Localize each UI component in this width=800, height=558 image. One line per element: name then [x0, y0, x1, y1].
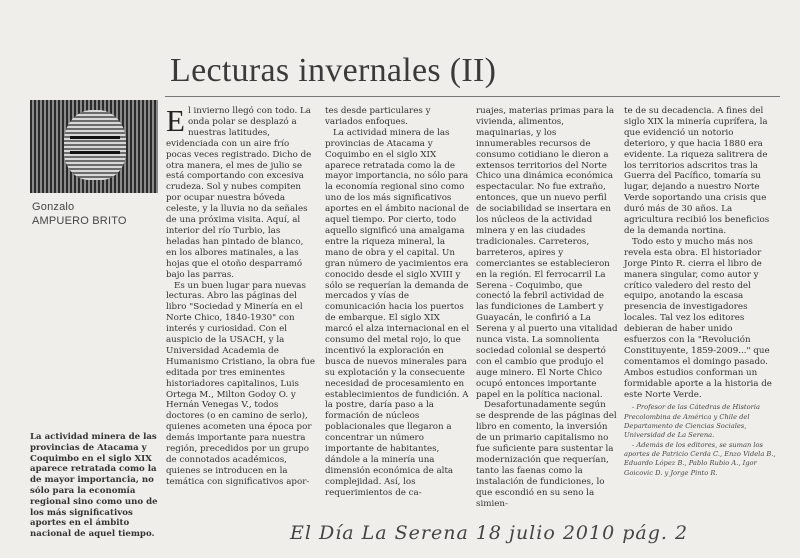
author-photo — [30, 100, 158, 193]
paragraph: Es un buen lugar para nuevas lecturas. Abro las páginas del libro "Sociedad y Minería en el Norte Chico, 1840-1930" con interés y curiosidad. Con el auspicio de la USACH, y la Universidad Academia de Humanismo Cristiano, la obra fue editada por tres eminentes historiadores capitalinos, Luis Ortega M., Milton Godoy O. y Hernán Venegas V., todos doctores (o en camino de serlo), quienes acometen una época por demás importante para nuestra región, precedidos por un grupo de connotados académicos, quienes se introducen en la temática con significativos apor- — [166, 280, 316, 487]
author-first-name: Gonzalo — [32, 201, 75, 213]
opening-paragraph — [166, 103, 316, 281]
article-title: Lecturas invernales (II) — [170, 52, 497, 89]
author-byline — [32, 200, 127, 228]
paragraph: tes desde particulares y variados enfoques. — [325, 106, 431, 127]
article-column-3 — [476, 106, 618, 510]
author-last-name: AMPUERO BRITO — [32, 215, 127, 227]
paragraph: Todo esto y mucho más nos revela esta obra. El historiador Jorge Pinto R. cierra el libro de manera singular, como autor y crítico valedero del resto del equipo, anotando la escasa presencia de investigadores locales. Tal vez los editores debieran de haber unido esfuerzos con la "Revolución Constituyente, 1859-2009..." que comentamos el domingo pasado. Ambos estudios conforman un formidable aporte a la historia de este Norte Verde. — [624, 236, 772, 400]
pull-quote: La actividad minera de las provincias de Atacama y Coquimbo en el siglo XIX aparece retratada como la de mayor importancia, no sólo para la economía regional sino como uno de los más significativos aportes en el ámbito nacional de aquel tiempo. — [30, 432, 158, 540]
drop-cap: E — [166, 103, 185, 138]
article-column-1 — [166, 103, 316, 488]
paragraph: La actividad minera de las provincias de Atacama y Coquimbo en el siglo XIX aparece retratada como la de mayor importancia, no sólo para la economía regional sino como uno de los más significativos aportes en el ámbito nacional de aquel tiempo. Por cierto, todo aquello significó una amalgama entre la riqueza mineral, la mano de obra y el capital. Un gran número de yacimientos era conocido desde el siglo XVIII y sólo se requerían la demanda de mercados y vías de comunicación hacia los puertos de embarque. El siglo XIX marcó el alza internacional en el consumo del metal rojo, lo que incentivó la exploración en busca de nuevos minerales para su explotación y la consecuente necesidad de procesamiento en establecimientos de fundición. A la postre, daría paso a la formación de núcleos poblacionales que llegaron a concentrar un número importante de habitantes, dándole a la minería una dimensión económica de alta complejidad. Así, los requerimientos de ca- — [325, 127, 470, 498]
article-column-4 — [624, 106, 776, 478]
glasses-shape — [70, 136, 120, 154]
paragraph: Desafortunadamente según se desprende de las páginas del libro en comento, la inversión de un primario capitalismo no fue suficiente para sustentar la modernización que requerían, tanto las faenas como la instalación de fundiciones, lo que escondió en su seno la simien- — [476, 400, 617, 509]
footnote-contributors: - Además de los editores, se suman los aportes de Patricio Cerda C., Enzo Videla B., Eduardo López B., Pablo Rubio A., Igor Goicovic D. y Jorge Pinto R. — [624, 440, 776, 477]
article-column-2 — [325, 106, 470, 499]
handwritten-source-note: El Día La Serena 18 julio 2010 pág. 2 — [290, 522, 689, 544]
paragraph: ruajes, materias primas para la vivienda, alimentos, maquinarias, y los innumerables recursos de consumo cotidiano le dieron a extensos territorios del Norte Chico una dinámica económica espectacular. No fue extraño, entonces, que un nuevo perfil de sociabilidad se insertara en los núcleos de la actividad minera y en las ciudades tradicionales. Carreteros, barreteros, apires y comerciantes se establecieron en la región. El ferrocarril La Serena - Coquimbo, que conectó la febril actividad de las fundiciones de Lambert y Guayacán, le confirió a La Serena y al puerto una vitalidad nunca vista. La somnolienta sociedad colonial se despertó con el cambio que produjo el auge minero. El Norte Chico ocupó entonces importante papel en la política nacional. — [476, 106, 618, 400]
paragraph: te de su decadencia. A fines del siglo XIX la minería cuprífera, la que evidenció un notorio deterioro, y que hacia 1880 era evidente. La riqueza salitrera de los territorios adscritos tras la Guerra del Pacífico, tomaría su lugar, dejando a nuestro Norte Verde soportando una crisis que duró más de 30 años. La agricultura recibió los beneficios de la demanda nortina. — [624, 106, 770, 236]
paragraph-text: l invierno llegó con todo. La onda polar se desplazó a nuestras latitudes, evidenciada con un aire frío pocas veces registrado. Dicho de otra manera, el mes de julio se está comportando con excesiva crudeza. Sol y nubes compiten por ocupar nuestra bóveda celeste, y la lluvia no da señales de una próxima visita. Aquí, al interior del río Turbio, las heladas han pintado de blanco, en los albores matinales, a las hojas que el otoño desparramó bajo las parras. — [166, 106, 312, 280]
footnotes — [624, 403, 776, 477]
footnote-author: - Profesor de las Cátedras de Historia Precolombina de América y Chile del Departamento de Ciencias Sociales, Universidad de La Serena. — [624, 403, 760, 440]
title-divider — [165, 96, 780, 97]
